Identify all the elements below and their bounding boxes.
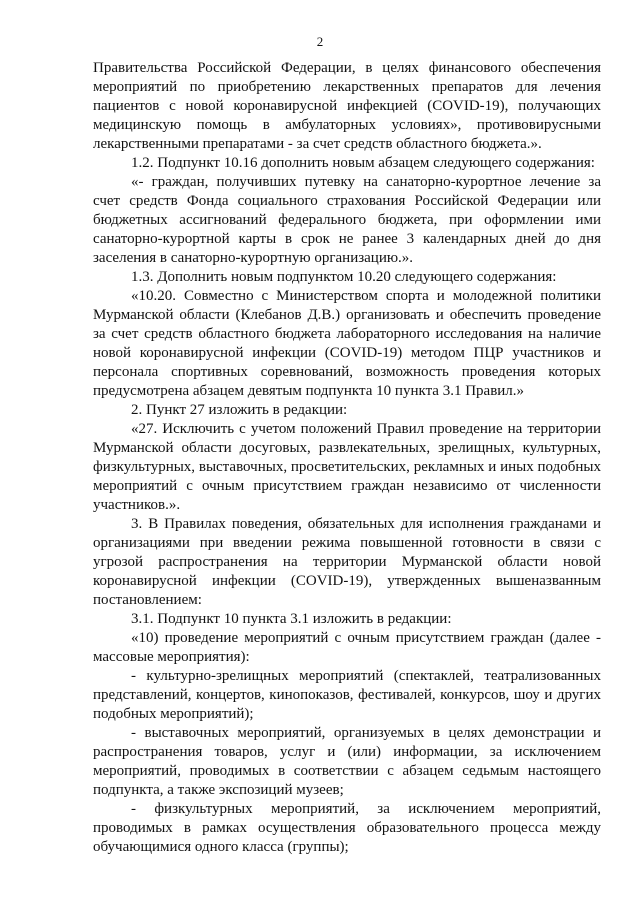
- paragraph-2: 1.2. Подпункт 10.16 дополнить новым абзацем следующего содержания:: [131, 155, 595, 171]
- paragraph-12: - выставочных мероприятий, организуемых в целях демонстрации и распространения товаров, услуг и (или) информации, за исключением мероприятий, проводимых в соответствии с абзацем седьмым настоящего подпункта, а также экспозиций музеев;: [93, 725, 601, 798]
- page-number: 2: [316, 34, 324, 49]
- paragraph-11: - культурно-зрелищных мероприятий (спектаклей, театрализованных представлений, концертов, кинопоказов, фестивалей, конкурсов, шоу и других подобных мероприятий);: [93, 668, 601, 722]
- paragraph-7: «27. Исключить с учетом положений Правил проведение на территории Мурманской области досуговых, развлекательных, зрелищных, культурных, физкультурных, выставочных, просветительских, рекламных и иных подобных мероприятий с очным присутствием граждан независимо от численности участников.».: [93, 421, 601, 513]
- paragraph-10: «10) проведение мероприятий с очным присутствием граждан (далее - массовые мероприятия):: [93, 630, 601, 665]
- paragraph-1: Правительства Российской Федерации, в целях финансового обеспечения мероприятий по приобретению лекарственных препаратов для лечения пациентов с новой коронавирусной инфекцией (COVID-19), получающих медицинскую помощь в амбулаторных условиях», противовирусными лекарственными препаратами - за счет средств областного бюджета.».: [93, 60, 601, 152]
- paragraph-3: «- граждан, получивших путевку на санаторно-курортное лечение за счет средств Фонда социального страхования Российской Федерации или бюджетных ассигнований федерального бюджета, при оформлении ими санаторно-курортной карты в срок не ранее 3 календарных дней до дня заселения в санаторно-курортную организацию.».: [93, 174, 601, 266]
- paragraph-6: 2. Пункт 27 изложить в редакции:: [131, 402, 348, 418]
- paragraph-4: 1.3. Дополнить новым подпунктом 10.20 следующего содержания:: [131, 269, 557, 285]
- paragraph-13: - физкультурных мероприятий, за исключением мероприятий, проводимых в рамках осуществления образовательного процесса между обучающимися одного класса (группы);: [93, 801, 601, 855]
- document-body: [93, 59, 601, 857]
- paragraph-8: 3. В Правилах поведения, обязательных для исполнения гражданами и организациями при введении режима повышенной готовности в связи с угрозой распространения на территории Мурманской области новой коронавирусной инфекции (COVID-19), утвержденных вышеназванным постановлением:: [93, 516, 601, 608]
- paragraph-9: 3.1. Подпункт 10 пункта 3.1 изложить в редакции:: [131, 611, 452, 627]
- paragraph-5: «10.20. Совместно с Министерством спорта и молодежной политики Мурманской области (Клебанов Д.В.) организовать и обеспечить проведение за счет средств областного бюджета лабораторного исследования на наличие новой коронавирусной инфекции (COVID-19) методом ПЦР участников и персонала спортивных соревнований, возможность проведения которых предусмотрена абзацем девятым подпункта 10 пункта 3.1 Правил.»: [93, 288, 601, 399]
